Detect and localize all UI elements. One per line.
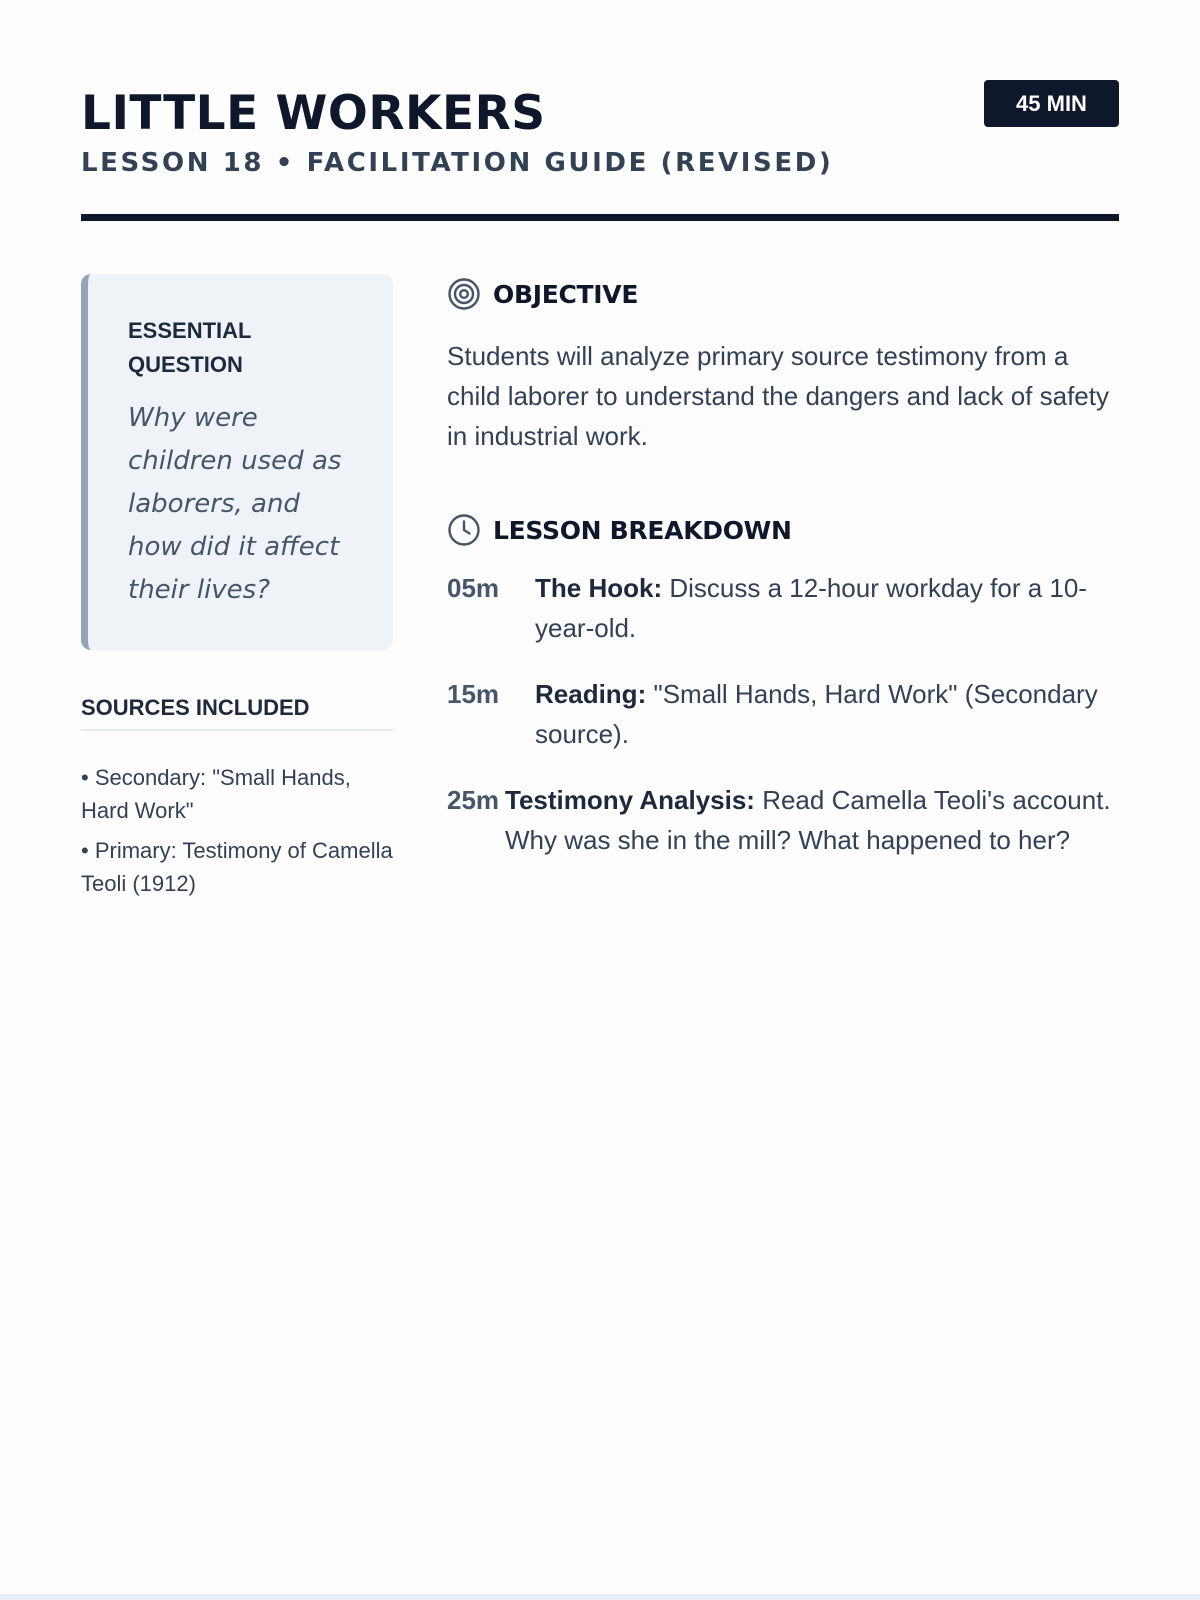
- objective-section-header: [447, 274, 1119, 314]
- breakdown-time: 25m: [447, 785, 500, 815]
- essential-question-label: ESSENTIAL QUESTION: [128, 318, 252, 377]
- content-columns: [81, 274, 1119, 974]
- sources-heading: SOURCES INCLUDED: [81, 695, 393, 731]
- main-content: [447, 274, 1119, 886]
- essential-question-card: [81, 274, 393, 650]
- breakdown-item: [447, 780, 1119, 860]
- target-icon: [447, 277, 481, 311]
- source-item: • Primary: Testimony of Camella Teoli (1912): [81, 838, 393, 896]
- breakdown-item: [447, 674, 1119, 754]
- breakdown-description: [505, 780, 1119, 860]
- breakdown-time: 15m: [447, 679, 500, 709]
- objective-text: Students will analyze primary source testimony from a child laborer to understand the dangers and lack of safety in industrial work.: [447, 341, 1109, 451]
- breakdown-section-header: [447, 510, 1119, 550]
- clock-icon: [447, 513, 481, 547]
- essential-question-text: Why were children used as laborers, and how did it affect their lives?: [128, 403, 342, 605]
- breakdown-label: The Hook:: [535, 573, 663, 603]
- breakdown-description: [535, 568, 1119, 648]
- breakdown-text: Read Camella Teoli's account. Why was she in the mill? What happened to her?: [505, 785, 1111, 855]
- sources-list: [81, 761, 393, 900]
- breakdown-time: 05m: [447, 573, 500, 603]
- breakdown-description: [535, 674, 1119, 754]
- breakdown-list: [447, 568, 1119, 860]
- breakdown-text: "Small Hands, Hard Work" (Secondary source).: [535, 679, 1098, 749]
- breakdown-text: Discuss a 12-hour workday for a 10-year-old.: [535, 573, 1087, 643]
- page-title: LITTLE WORKERS: [81, 86, 546, 141]
- breakdown-label: Reading:: [535, 679, 647, 709]
- breakdown-heading: LESSON BREAKDOWN: [493, 515, 792, 545]
- breakdown-label: Testimony Analysis:: [505, 785, 755, 815]
- page-subtitle: LESSON 18 • FACILITATION GUIDE (REVISED): [81, 148, 834, 178]
- lesson-header: [81, 80, 1119, 221]
- objective-heading: OBJECTIVE: [493, 279, 639, 309]
- duration-badge: 45 MIN: [984, 80, 1119, 127]
- sidebar: [81, 274, 393, 907]
- source-item: • Secondary: "Small Hands, Hard Work": [81, 765, 351, 823]
- breakdown-item: [447, 568, 1119, 648]
